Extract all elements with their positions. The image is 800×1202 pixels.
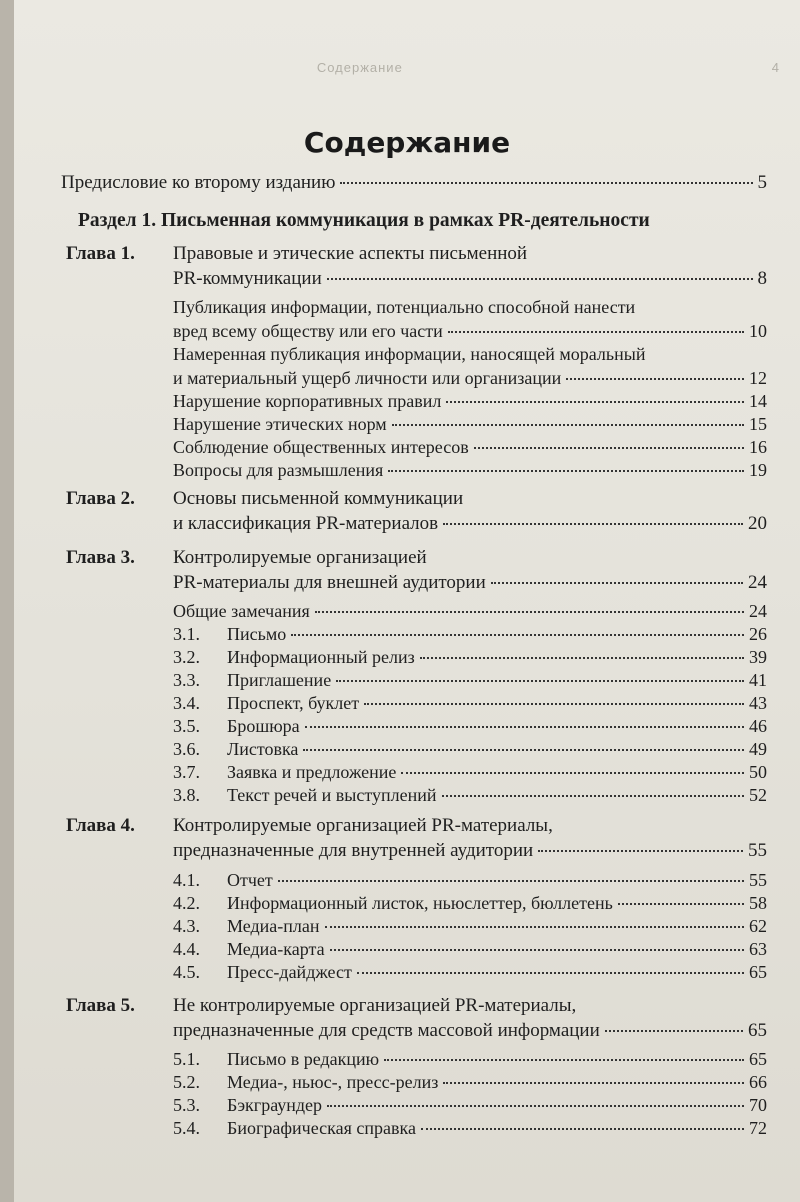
entry-number: 4.2.	[173, 893, 200, 913]
entry-page: 70	[749, 1095, 767, 1115]
entry-title-line: Заявка и предложение	[227, 762, 397, 782]
preface-title: Предисловие ко второму изданию	[61, 172, 336, 193]
entry-title-line: Письмо в редакцию	[227, 1049, 380, 1069]
page-number: 4	[771, 60, 780, 75]
entry-title-line: Намеренная публикация информации, наносящей моральный	[173, 344, 646, 364]
entry-page: 65	[749, 962, 767, 982]
entry-number: 3.2.	[173, 647, 200, 667]
toc-entry[interactable]	[173, 436, 767, 460]
chapter-title-line: PR-материалы для внешней аудитории	[173, 572, 486, 593]
entry-number: 3.6.	[173, 739, 200, 759]
entry-number: 5.3.	[173, 1095, 200, 1115]
chapter-title-line: PR-коммуникации	[173, 268, 322, 289]
entry-number: 3.1.	[173, 624, 200, 644]
entry-page: 19	[749, 460, 767, 480]
entry-page: 26	[749, 624, 767, 644]
toc-entry[interactable]	[173, 1048, 767, 1072]
dot-leader	[421, 1128, 744, 1130]
entry-title-line: Бэкграундер	[227, 1095, 323, 1115]
entry-title-line: Нарушение корпоративных правил	[173, 391, 442, 411]
entry-page: 63	[749, 939, 767, 959]
toc-entry[interactable]	[173, 692, 767, 716]
entry-number: 5.1.	[173, 1049, 200, 1069]
toc-entry-chapter[interactable]	[173, 268, 767, 292]
toc-entry-chapter[interactable]	[173, 1020, 767, 1044]
chapter-label: Глава 5.	[66, 995, 135, 1016]
entry-page: 66	[749, 1072, 767, 1092]
dot-leader	[420, 657, 744, 659]
chapter-page: 55	[748, 840, 767, 861]
entry-number: 3.7.	[173, 762, 200, 782]
entry-page: 41	[749, 670, 767, 690]
dot-leader	[446, 401, 744, 403]
running-head	[317, 60, 780, 75]
entry-number: 3.4.	[173, 693, 200, 713]
entry-page: 39	[749, 647, 767, 667]
entry-title-line: Биографическая справка	[227, 1118, 416, 1138]
entry-page: 46	[749, 716, 767, 736]
toc-entry-chapter[interactable]	[173, 840, 767, 864]
entry-page: 12	[749, 368, 767, 388]
entry-title-line: Приглашение	[227, 670, 332, 690]
dot-leader	[315, 611, 744, 613]
toc-entry[interactable]	[173, 669, 767, 693]
toc-entry-preface[interactable]	[61, 172, 767, 196]
entry-page: 55	[749, 870, 767, 890]
toc-entry[interactable]	[173, 320, 767, 344]
entry-number: 4.5.	[173, 962, 200, 982]
entry-title-line: Пресс-дайджест	[227, 962, 352, 982]
dot-leader	[327, 1105, 744, 1107]
toc-entry[interactable]	[173, 784, 767, 808]
entry-title-line: Медиа-карта	[227, 939, 325, 959]
dot-leader	[336, 680, 744, 682]
dot-leader	[384, 1059, 744, 1061]
chapter-label: Глава 1.	[66, 243, 135, 264]
toc-entry[interactable]	[173, 869, 767, 893]
entry-title-line: Информационный релиз	[227, 647, 415, 667]
dot-leader	[448, 331, 744, 333]
entry-number: 5.4.	[173, 1118, 200, 1138]
dot-leader	[618, 903, 744, 905]
toc-entry[interactable]	[173, 459, 767, 483]
entry-number: 4.3.	[173, 916, 200, 936]
toc-entry[interactable]	[173, 646, 767, 670]
toc-entry[interactable]	[173, 1094, 767, 1118]
chapter-page: 65	[748, 1020, 767, 1041]
chapter-title-line: и классификация PR-материалов	[173, 513, 439, 534]
entry-page: 24	[749, 601, 767, 621]
chapter-title-line: предназначенные для средств массовой информации	[173, 1020, 600, 1041]
dot-leader	[325, 926, 744, 928]
dot-leader	[278, 880, 744, 882]
chapter-label: Глава 4.	[66, 815, 135, 836]
entry-title-line: Общие замечания	[173, 601, 310, 621]
dot-leader	[538, 850, 743, 852]
toc-entry[interactable]	[173, 600, 767, 624]
dot-leader	[566, 378, 744, 380]
chapter-page: 24	[748, 572, 767, 593]
entry-title-line: Нарушение этических норм	[173, 414, 387, 434]
chapter-title-line: Контролируемые организацией	[173, 547, 427, 568]
entry-title-line: Соблюдение общественных интересов	[173, 437, 469, 457]
dot-leader	[401, 772, 744, 774]
entry-title-line: Публикация информации, потенциально способной нанести	[173, 297, 636, 317]
toc-entry[interactable]	[173, 390, 767, 414]
preface-page: 5	[757, 172, 767, 193]
entry-page: 50	[749, 762, 767, 782]
entry-page: 14	[749, 391, 767, 411]
entry-page: 49	[749, 739, 767, 759]
book-page	[14, 0, 800, 1202]
toc-entry[interactable]	[173, 915, 767, 939]
dot-leader	[291, 634, 744, 636]
entry-title-line: Листовка	[227, 739, 299, 759]
toc-entry[interactable]	[173, 1117, 767, 1141]
dot-leader	[330, 949, 744, 951]
dot-leader	[605, 1030, 743, 1032]
entry-title-line: вред всему обществу или его части	[173, 321, 443, 341]
entry-page: 43	[749, 693, 767, 713]
toc-entry[interactable]	[173, 715, 767, 739]
entry-number: 4.1.	[173, 870, 200, 890]
dot-leader	[305, 726, 744, 728]
entry-title-line: Письмо	[227, 624, 287, 644]
entry-title-line: Брошюра	[227, 716, 300, 736]
toc-entry[interactable]	[173, 738, 767, 762]
dot-leader	[388, 470, 744, 472]
dot-leader	[340, 182, 752, 184]
dot-leader	[443, 523, 743, 525]
entry-page: 72	[749, 1118, 767, 1138]
toc-entry[interactable]	[173, 892, 767, 916]
chapter-label: Глава 3.	[66, 547, 135, 568]
toc-entry[interactable]	[173, 938, 767, 962]
entry-title-line: Информационный листок, ньюслеттер, бюллетень	[227, 893, 613, 913]
entry-title-line: Медиа-, ньюс-, пресс-релиз	[227, 1072, 439, 1092]
entry-number: 3.3.	[173, 670, 200, 690]
dot-leader	[303, 749, 744, 751]
dot-leader	[443, 1082, 744, 1084]
entry-page: 58	[749, 893, 767, 913]
toc-entry[interactable]	[173, 961, 767, 985]
entry-number: 5.2.	[173, 1072, 200, 1092]
dot-leader	[491, 582, 743, 584]
entry-page: 62	[749, 916, 767, 936]
entry-number: 3.5.	[173, 716, 200, 736]
entry-title-line: Вопросы для размышления	[173, 460, 384, 480]
entry-page: 10	[749, 321, 767, 341]
entry-page: 52	[749, 785, 767, 805]
section-heading: Раздел 1. Письменная коммуникация в рамках PR-деятельности	[78, 210, 650, 231]
chapter-label: Глава 2.	[66, 488, 135, 509]
entry-title-line: Отчет	[227, 870, 273, 890]
toc-title: Содержание	[303, 126, 511, 159]
toc-entry[interactable]	[173, 623, 767, 647]
chapter-title-line: предназначенные для внутренней аудитории	[173, 840, 534, 861]
entry-page: 65	[749, 1049, 767, 1069]
dot-leader	[442, 795, 744, 797]
chapter-title-line: Правовые и этические аспекты письменной	[173, 243, 528, 264]
chapter-title-line: Контролируемые организацией PR-материалы,	[173, 815, 553, 836]
entry-title-line: Текст речей и выступлений	[227, 785, 437, 805]
entry-page: 16	[749, 437, 767, 457]
toc-entry[interactable]	[173, 1071, 767, 1095]
running-head-text: Содержание	[316, 60, 403, 75]
chapter-page: 20	[748, 513, 767, 534]
entry-number: 4.4.	[173, 939, 200, 959]
dot-leader	[327, 278, 753, 280]
chapter-page: 8	[757, 268, 767, 289]
dot-leader	[392, 424, 744, 426]
chapter-title-line: Основы письменной коммуникации	[173, 488, 464, 509]
toc-entry-chapter[interactable]	[173, 513, 767, 537]
entry-title-line: Медиа-план	[227, 916, 320, 936]
entry-title-line: и материальный ущерб личности или организации	[173, 368, 562, 388]
toc-entry[interactable]	[173, 367, 767, 391]
entry-page: 15	[749, 414, 767, 434]
dot-leader	[474, 447, 744, 449]
entry-number: 3.8.	[173, 785, 200, 805]
toc-entry[interactable]	[173, 413, 767, 437]
toc-entry-chapter[interactable]	[173, 572, 767, 596]
toc-entry[interactable]	[173, 761, 767, 785]
entry-title-line: Проспект, буклет	[227, 693, 360, 713]
dot-leader	[357, 972, 744, 974]
dot-leader	[364, 703, 744, 705]
chapter-title-line: Не контролируемые организацией PR-материалы,	[173, 995, 577, 1016]
